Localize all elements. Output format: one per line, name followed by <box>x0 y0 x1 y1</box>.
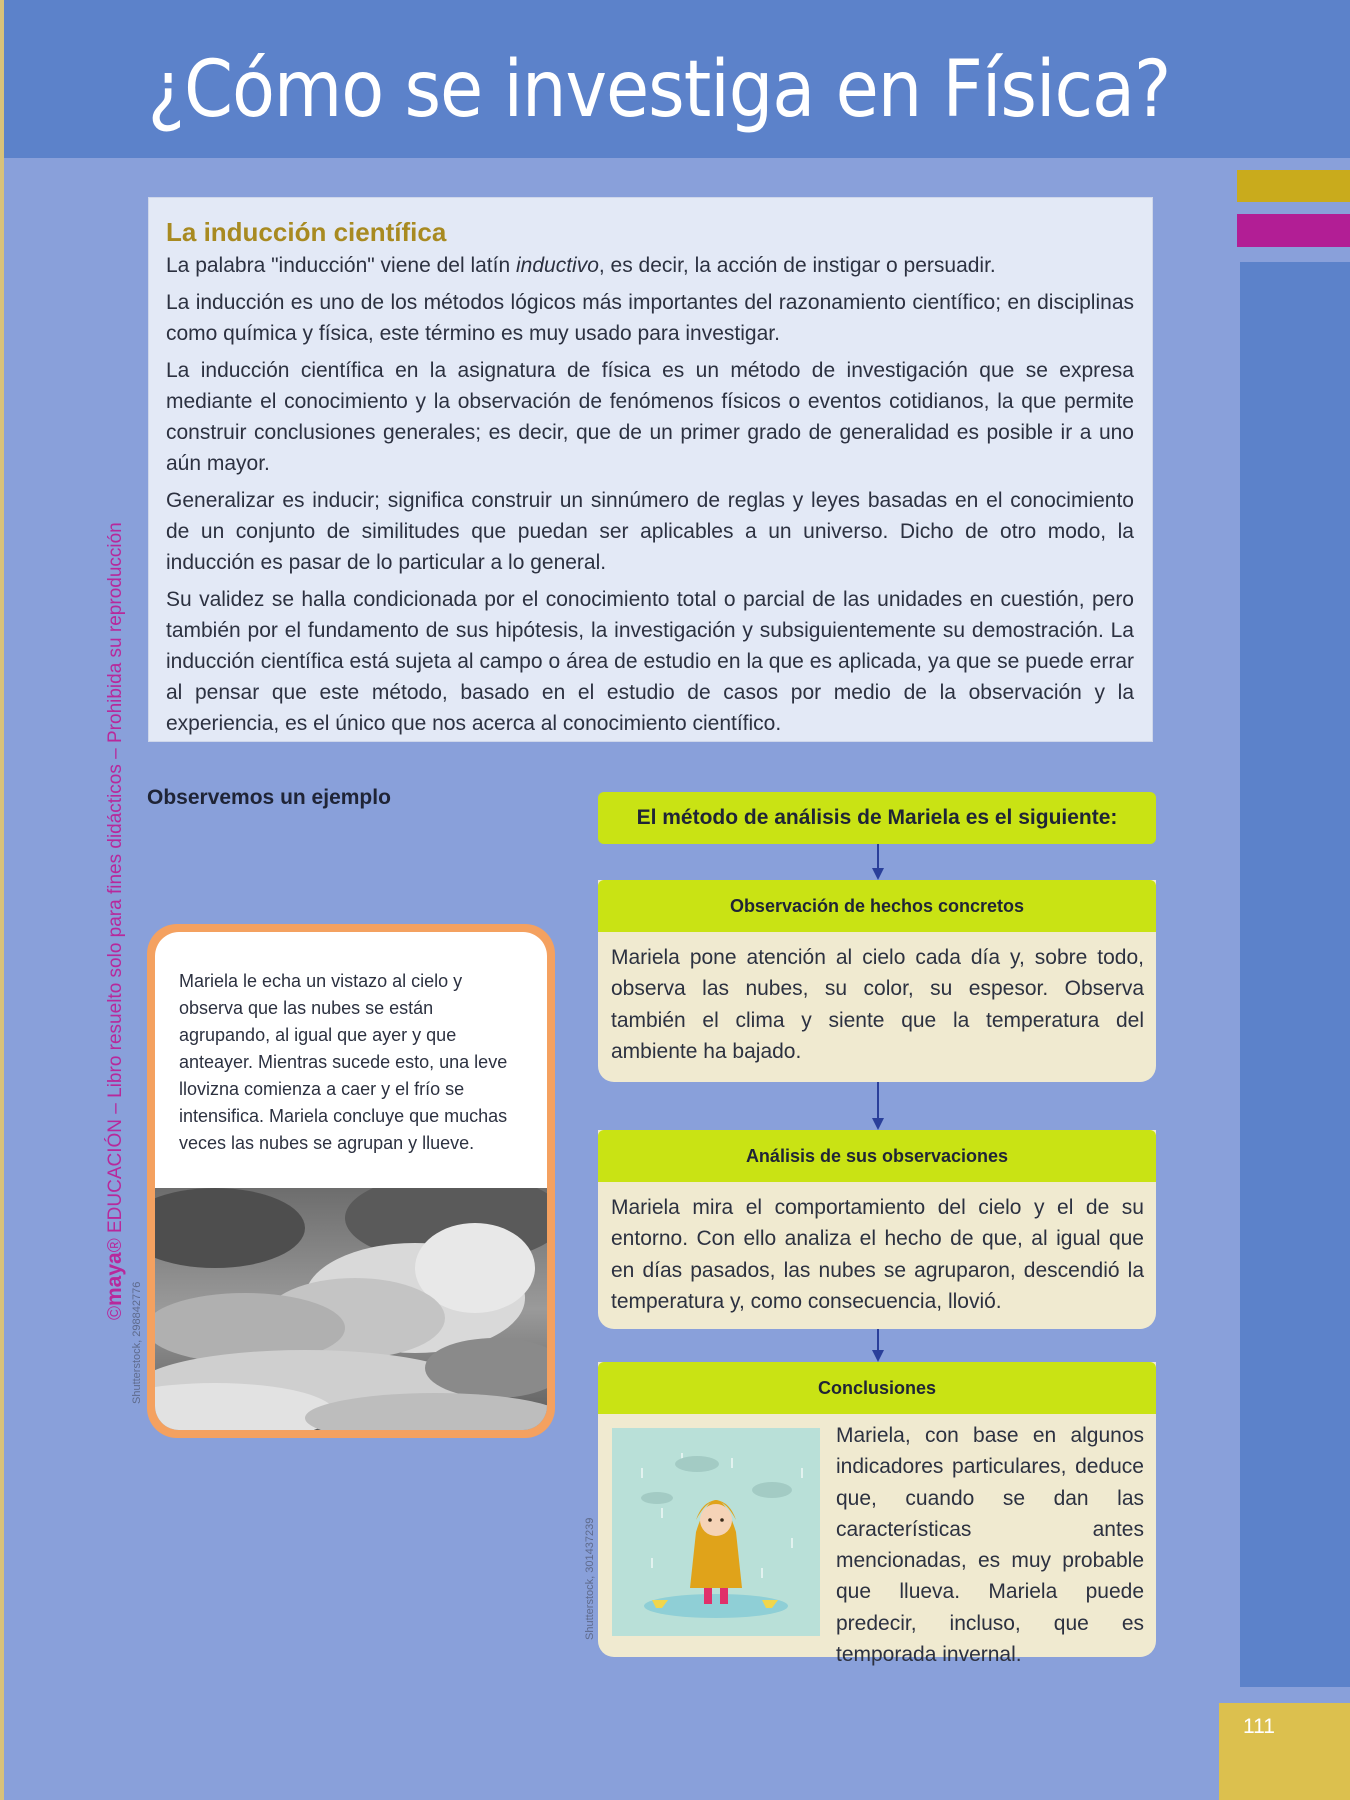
page-title: ¿Cómo se investiga en Física? <box>147 45 1171 135</box>
down-arrow-icon <box>872 1329 884 1362</box>
down-arrow-icon <box>872 844 884 880</box>
info-box <box>148 197 1153 742</box>
info-paragraph: Generalizar es inducir; significa construir un sinnúmero de reglas y leyes basadas en el conocimiento de un conjunto de similitudes que puedan ser aplicables a un universo. Dicho de otro modo, la inducción es pasar de lo particular a lo general. <box>166 489 1134 574</box>
step-title: Análisis de sus observaciones <box>598 1130 1156 1182</box>
info-paragraph <box>166 250 1134 281</box>
step-body: Mariela pone atención al cielo cada día y, sobre todo, observa las nubes, su color, su espesor. Observa también el clima y siente que la temperatura del ambiente ha bajado. <box>611 946 1144 1063</box>
clouds-photo <box>155 1188 547 1430</box>
page-number: 111 <box>1243 1715 1275 1738</box>
step-observation <box>598 880 1156 1082</box>
photo-credit: Shutterstock, 298842776 <box>131 1281 143 1404</box>
section-tab-magenta <box>1237 214 1350 247</box>
girl-in-rain-illustration <box>612 1428 820 1636</box>
latin-term: inductivo <box>515 254 599 277</box>
example-heading: Observemos un ejemplo <box>147 786 391 809</box>
down-arrow-icon <box>872 1082 884 1130</box>
conclusion-body <box>598 1414 1156 1667</box>
registered-icon: ® <box>105 1238 126 1253</box>
copyright-icon: © <box>105 1306 126 1320</box>
story-card <box>147 924 555 1438</box>
illustration-credit: Shutterstock, 301437239 <box>584 1517 596 1640</box>
page-left-edge <box>0 0 4 1800</box>
section-title: La inducción científica <box>166 217 447 247</box>
step-analysis <box>598 1130 1156 1329</box>
info-paragraph: La inducción es uno de los métodos lógicos más importantes del razonamiento científico; en disciplinas como química y física, este término es muy usado para investigar. <box>166 291 1134 345</box>
section-tab-gold <box>1237 170 1350 202</box>
page-number-box <box>1219 1703 1350 1800</box>
header-banner <box>4 0 1350 158</box>
step-title: Conclusiones <box>598 1362 1156 1414</box>
step-body: Mariela, con base en algunos indicadores particulares, deduce que, cuando se dan las características antes mencionadas, es muy probable que llueva. Mariela puede predecir, incluso, que es temporada invernal. <box>836 1424 1144 1667</box>
right-margin-bar <box>1240 262 1350 1687</box>
step-conclusions <box>598 1362 1156 1667</box>
text-span: La palabra "inducción" viene del latín <box>166 254 516 277</box>
text-span: , es decir, la acción de instigar o persuadir. <box>598 254 996 277</box>
brand-name: maya <box>103 1252 126 1306</box>
method-header: El método de análisis de Mariela es el siguiente: <box>598 792 1156 844</box>
copyright-notice <box>103 480 127 1320</box>
story-text: Mariela le echa un vistazo al cielo y observa que las nubes se están agrupando, al igual que ayer y que anteayer. Mientras sucede esto, una leve llovizna comienza a caer y el frío se intensifica. Mariela concluye que muchas veces las nubes se agrupan y llueve. <box>179 971 508 1153</box>
step-title: Observación de hechos concretos <box>598 880 1156 932</box>
info-paragraph: La inducción científica en la asignatura de física es un método de investigación que se expresa mediante el conocimiento y la observación de fenómenos físicos o eventos cotidianos, la que permite construir conclusiones generales; es decir, que de un primer grado de generalidad es posible ir a uno aún mayor. <box>166 359 1134 475</box>
step-body: Mariela mira el comportamiento del cielo y el de su entorno. Con ello analiza el hecho de que, al igual que en días pasados, las nubes se agruparon, descendió la temperatura y, como consecuencia, llovió. <box>611 1196 1144 1313</box>
notice-text: EDUCACIÓN – Libro resuelto solo para fines didácticos – Prohibida su reproducción <box>105 522 126 1233</box>
info-paragraph: Su validez se halla condicionada por el conocimiento total o parcial de las unidades en cuestión, pero también por el fundamento de sus hipótesis, la investigación y subsiguientemente su demostración. La inducción científica está sujeta al campo o área de estudio en la que es aplicada, ya que se puede errar al pensar que este método, basado en el estudio de casos por medio de la observación y la experiencia, es el único que nos acerca al conocimiento científico. <box>166 588 1134 735</box>
story-inner <box>155 932 547 1430</box>
